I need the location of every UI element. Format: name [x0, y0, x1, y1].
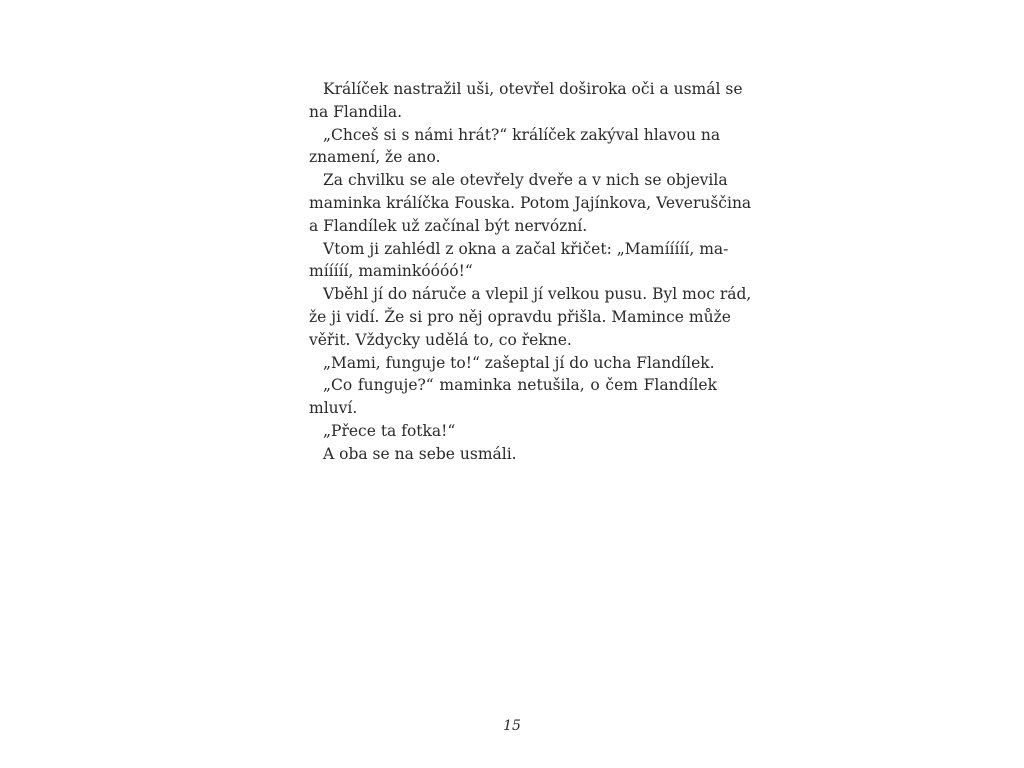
text-line: „Chceš si s námi hrát?“ králíček zakýval hlavou na	[323, 125, 721, 144]
text-line: „Co funguje?“ maminka netušila, o čem Flandílek	[323, 376, 717, 395]
paragraph-7	[309, 374, 717, 420]
paragraph-4	[309, 238, 729, 284]
page-number: 15	[503, 718, 521, 734]
text-line: mííííí, maminkóóóó!“	[309, 262, 473, 281]
text-line: A oba se na sebe usmáli.	[323, 444, 517, 463]
text-line: na Flandila.	[309, 102, 403, 121]
text-line: mluví.	[309, 399, 358, 418]
paragraph-5	[309, 283, 752, 351]
paragraph-6	[309, 352, 717, 375]
text-line: Králíček nastražil uši, otevřel doširoka oči a usmál se	[323, 80, 743, 98]
text-line: Za chvilku se ale otevřely dveře a v nich se objevila	[323, 171, 728, 190]
paragraph-1	[309, 78, 743, 124]
text-line: a Flandílek už začínal být nervózní.	[309, 216, 588, 235]
paragraph-9	[309, 443, 717, 466]
text-line: „Přece ta fotka!“	[323, 421, 456, 440]
text-line: věřit. Vždycky udělá to, co řekne.	[309, 330, 572, 349]
story-text	[309, 78, 752, 466]
text-line: maminka králíčka Fouska. Potom Jajínkova, Veveruščina	[309, 193, 752, 212]
text-line: že ji vidí. Že si pro něj opravdu přišla. Mamince může	[309, 307, 731, 326]
text-line: Vběhl jí do náruče a vlepil jí velkou pusu. Byl moc rád,	[323, 285, 752, 304]
text-line: znamení, že ano.	[309, 148, 441, 167]
paragraph-2	[309, 124, 721, 170]
text-line: Vtom ji zahlédl z okna a začal křičet: „Mamííííí, ma-	[323, 239, 729, 258]
paragraph-8	[309, 420, 717, 443]
paragraph-3	[309, 169, 752, 237]
text-line: „Mami, funguje to!“ zašeptal jí do ucha Flandílek.	[323, 353, 715, 372]
